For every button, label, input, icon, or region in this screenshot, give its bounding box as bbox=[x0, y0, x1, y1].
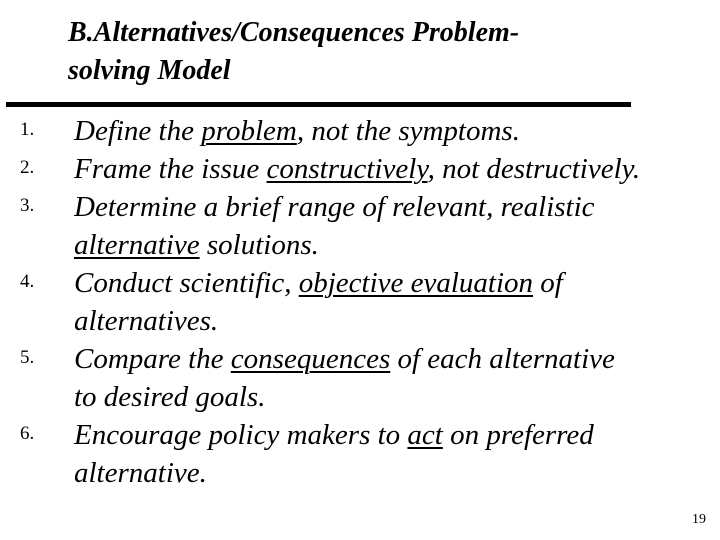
underlined-term: objective evaluation bbox=[298, 267, 534, 299]
step-number: 6. bbox=[20, 423, 35, 444]
slide-title-line-2: solving Model bbox=[68, 55, 231, 86]
steps-list bbox=[0, 112, 720, 492]
underlined-term: problem bbox=[201, 115, 297, 147]
step-text-line: Encourage policy makers to act on preferred bbox=[74, 419, 594, 451]
step-number: 4. bbox=[20, 271, 35, 292]
title-divider bbox=[6, 102, 631, 107]
step-item-1 bbox=[0, 112, 720, 150]
step-text-line: alternatives. bbox=[74, 305, 219, 337]
step-text-line: Determine a brief range of relevant, realistic bbox=[74, 191, 595, 223]
underlined-term: constructively bbox=[266, 153, 428, 185]
step-text-line: Define the problem, not the symptoms. bbox=[74, 115, 520, 147]
step-text-line: alternative. bbox=[74, 457, 207, 489]
underlined-term: consequences bbox=[230, 343, 391, 375]
step-item-3 bbox=[0, 188, 720, 264]
underlined-term: act bbox=[407, 419, 443, 451]
slide-title bbox=[68, 14, 648, 90]
step-text-line: to desired goals. bbox=[74, 381, 266, 413]
step-text-line: alternative solutions. bbox=[74, 229, 319, 261]
step-text-line: Conduct scientific, objective evaluation of bbox=[74, 267, 563, 299]
step-item-6 bbox=[0, 416, 720, 492]
slide-title-line-1: B.Alternatives/Consequences Problem- bbox=[68, 17, 520, 48]
page-number: 19 bbox=[692, 512, 706, 527]
step-item-5 bbox=[0, 340, 720, 416]
step-number: 1. bbox=[20, 119, 35, 140]
step-number: 2. bbox=[20, 157, 35, 178]
underlined-term: alternative bbox=[74, 229, 200, 261]
step-item-2 bbox=[0, 150, 720, 188]
step-text-line: Frame the issue constructively, not destructively. bbox=[74, 153, 641, 185]
step-number: 5. bbox=[20, 347, 35, 368]
step-number: 3. bbox=[20, 195, 35, 216]
step-text-line: Compare the consequences of each alternative bbox=[74, 343, 615, 375]
step-item-4 bbox=[0, 264, 720, 340]
